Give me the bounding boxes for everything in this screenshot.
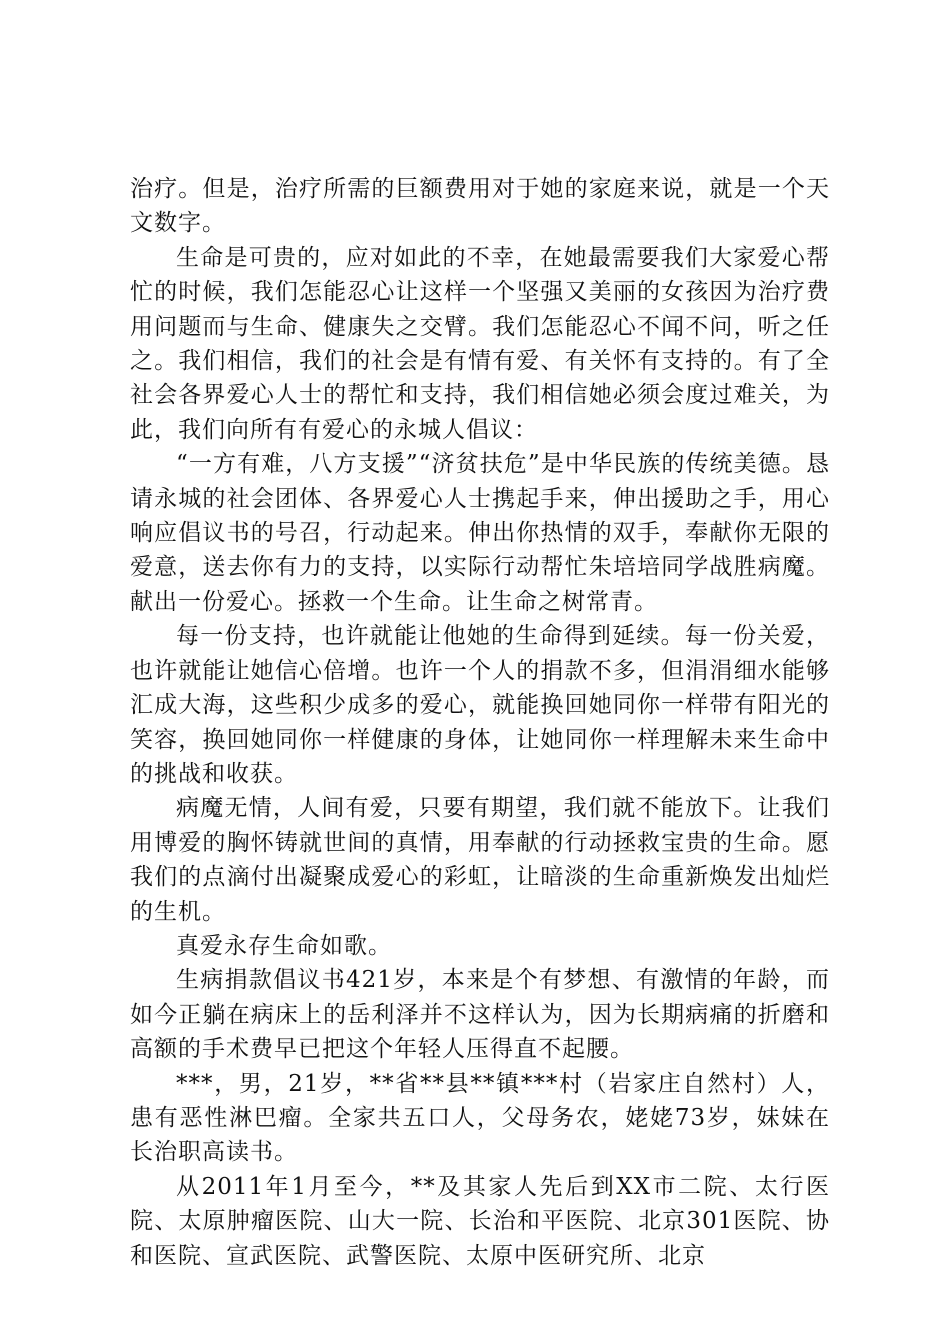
paragraph: ***，男，21岁，**省**县**镇***村（岩家庄自然村）人，患有恶性淋巴瘤。全家共五口人，父母务农，姥姥73岁，妹妹在长治职高读书。 xyxy=(130,1070,830,1166)
document-body xyxy=(130,172,830,1273)
paragraph: 真爱永存生命如歌。 xyxy=(176,932,392,959)
paragraph: 每一份支持，也许就能让他她的生命得到延续。每一份关爱，也许就能让她信心倍增。也许一个人的捐款不多，但涓涓细水能够汇成大海，这些积少成多的爱心，就能换回她同你一样带有阳光的笑容，换回她同你一样健康的身体，让她同你一样理解未来生命中的挑战和收获。 xyxy=(130,623,830,787)
paragraph: 病魔无情，人间有爱，只要有期望，我们就不能放下。让我们用博爱的胸怀铸就世间的真情，用奉献的行动拯救宝贵的生命。愿我们的点滴付出凝聚成爱心的彩虹，让暗淡的生命重新焕发出灿烂的生机。 xyxy=(130,795,830,925)
paragraph: 从2011年1月至今，**及其家人先后到XX市二院、太行医院、太原肿瘤医院、山大一院、长治和平医院、北京301医院、协和医院、宣武医院、武警医院、太原中医研究所、北京 xyxy=(130,1173,830,1269)
paragraph: 生病捐款倡议书421岁，本来是个有梦想、有激情的年龄，而如今正躺在病床上的岳利泽并不这样认为，因为长期病痛的折磨和高额的手术费早已把这个年轻人压得直不起腰。 xyxy=(130,967,830,1063)
paragraph-continuation: 治疗。但是，治疗所需的巨额费用对于她的家庭来说，就是一个天文数字。 xyxy=(130,176,830,237)
paragraph: “一方有难，八方支援”“济贫扶危”是中华民族的传统美德。恳请永城的社会团体、各界爱心人士携起手来，伸出援助之手，用心响应倡议书的号召，行动起来。伸出你热情的双手，奉献你无限的爱意，送去你有力的支持，以实际行动帮忙朱培培同学战胜病魔。献出一份爱心。拯救一个生命。让生命之树常青。 xyxy=(130,451,830,615)
paragraph: 生命是可贵的，应对如此的不幸，在她最需要我们大家爱心帮忙的时候，我们怎能忍心让这样一个坚强又美丽的女孩因为治疗费用问题而与生命、健康失之交臂。我们怎能忍心不闻不问，听之任之。我们相信，我们的社会是有情有爱、有关怀有支持的。有了全社会各界爱心人士的帮忙和支持，我们相信她必须会度过难关，为此，我们向所有有爱心的永城人倡议： xyxy=(130,244,830,443)
